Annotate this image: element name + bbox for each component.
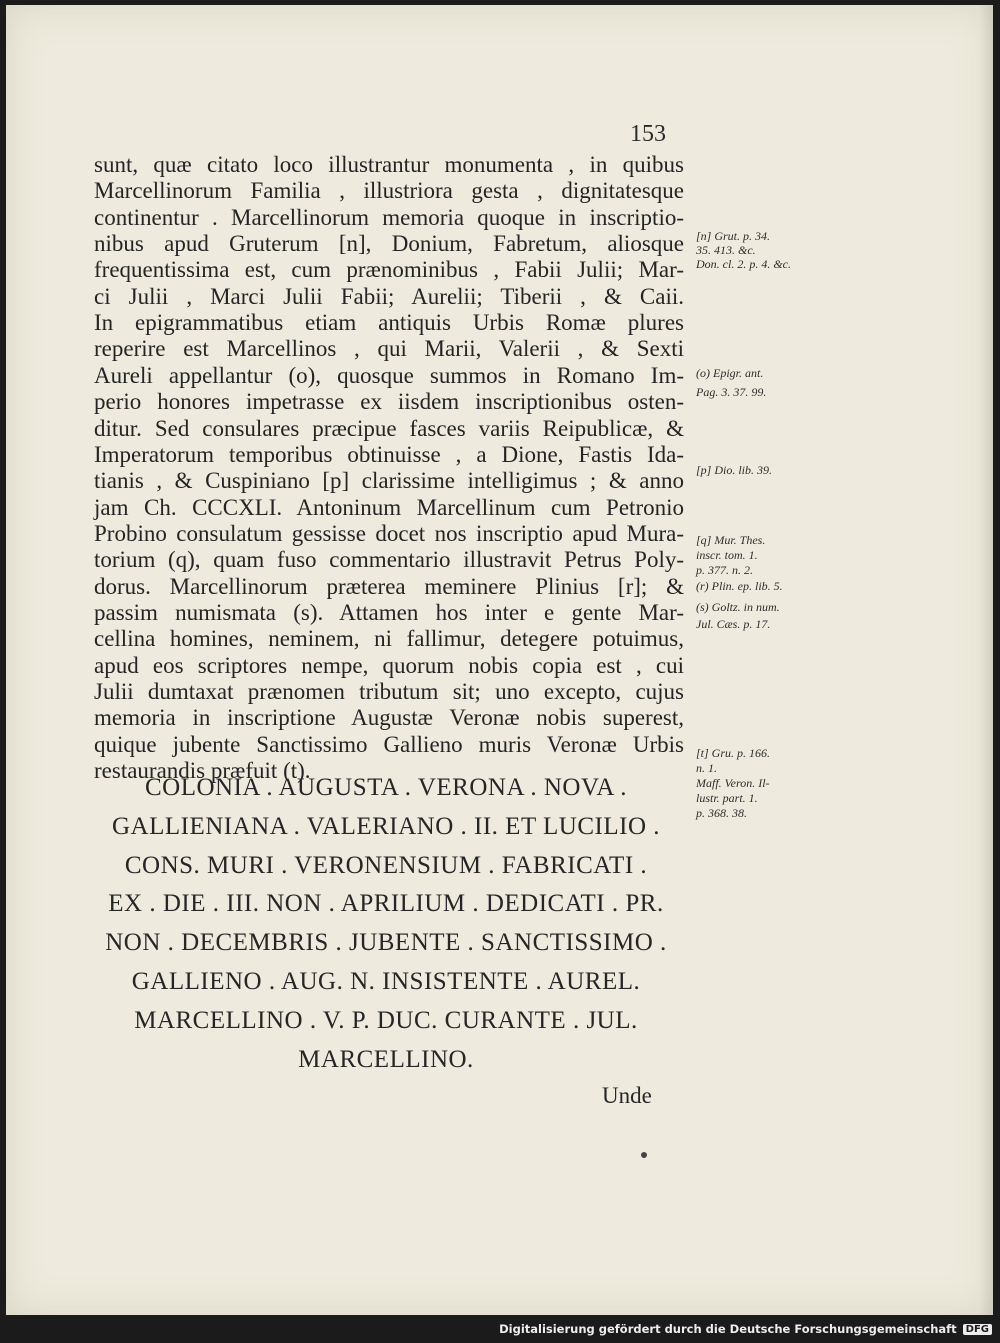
margin-note: Pag. 3. 37. 99.: [696, 385, 767, 399]
margin-note: (s) Goltz. in num.: [696, 600, 780, 614]
margin-note: inscr. tom. 1.: [696, 548, 758, 562]
body-line: perio honores impetrasse ex iisdem inscriptionibus osten-: [94, 389, 684, 415]
digitization-footer: [0, 1315, 1000, 1343]
body-line: passim numismata (s). Attamen hos inter e gente Mar-: [94, 599, 684, 625]
margin-note: (o) Epigr. ant.: [696, 366, 764, 380]
inscription-line: MARCELLINO.: [298, 1045, 474, 1073]
footer-credit: Digitalisierung gefördert durch die Deutsche Forschungsgemeinschaft: [499, 1322, 957, 1336]
margin-note: [p] Dio. lib. 39.: [696, 463, 773, 477]
margin-note: (r) Plin. ep. lib. 5.: [696, 579, 783, 593]
body-line: In epigrammatibus etiam antiquis Urbis Romæ plures: [94, 310, 684, 336]
body-line: Imperatorum temporibus obtinuisse , a Dione, Fastis Ida-: [94, 441, 684, 467]
margin-note: Maff. Veron. Il-: [696, 776, 770, 790]
body-line: Julii dumtaxat prænomen tributum sit; uno excepto, cujus: [94, 679, 684, 704]
body-line: memoria in inscriptione Augustæ Veronæ nobis superest,: [94, 705, 684, 731]
inscription-line: EX . DIE . III. NON . APRILIUM . DEDICATI . PR.: [108, 890, 664, 918]
inscription-line: GALLIENIANA . VALERIANO . II. ET LUCILIO .: [111, 812, 660, 840]
body-line: tianis , & Cuspiniano [p] clarissime intelligimus ; & anno: [94, 468, 684, 494]
body-line: quique jubente Sanctissimo Gallieno muris Veronæ Urbis: [94, 731, 684, 757]
body-line: jam Ch. CCCXLI. Antoninum Marcellinum cum Petronio: [94, 494, 684, 520]
body-line: ditur. Sed consulares præcipue fasces variis Reipublicæ, &: [94, 415, 684, 441]
body-line: Probino consulatum gessisse docet nos inscriptio apud Mura-: [94, 520, 684, 546]
book-page: [6, 5, 993, 1315]
margin-note: Don. cl. 2. p. 4. &c.: [696, 257, 791, 271]
body-line: continentur . Marcellinorum memoria quoque in inscriptio-: [94, 204, 684, 230]
margin-note: lustr. part. 1.: [696, 791, 758, 805]
catchword: Unde: [602, 1083, 652, 1108]
body-line: restaurandis præfuit (t).: [94, 758, 311, 784]
body-line: dorus. Marcellinorum præterea meminere Plinius [r]; &: [94, 573, 684, 599]
inscription-line: CONS. MURI . VERONENSIUM . FABRICATI .: [124, 851, 648, 879]
body-line: frequentissima est, cum prænominibus , Fabii Julii; Mar-: [94, 257, 684, 283]
body-line: apud eos scriptores nempe, quorum nobis copia est , cui: [94, 652, 684, 678]
margin-note: n. 1.: [696, 761, 717, 775]
margin-note: Jul. Cæs. p. 17.: [696, 617, 771, 631]
margin-note: p. 368. 38.: [696, 806, 747, 820]
inscription-line: COLONIA . AUGUSTA . VERONA . NOVA .: [145, 774, 627, 801]
margin-note: [t] Gru. p. 166.: [696, 746, 771, 760]
body-line: reperire est Marcellinos , qui Marii, Valerii , & Sexti: [94, 336, 684, 362]
body-line: nibus apud Gruterum [n], Donium, Fabretum, aliosque: [94, 231, 684, 257]
margin-note: [q] Mur. Thes.: [696, 533, 766, 547]
inscription-line: GALLIENO . AUG. N. INSISTENTE . AUREL.: [131, 968, 641, 995]
inscription-line: NON . DECEMBRIS . JUBENTE . SANCTISSIMO .: [105, 929, 667, 957]
margin-note: [n] Grut. p. 34.: [696, 229, 771, 243]
body-line: Marcellinorum Familia , illustriora gesta , dignitatesque: [94, 178, 684, 204]
dfg-logo: DFG: [963, 1324, 992, 1335]
margin-note: 35. 413. &c.: [696, 243, 756, 257]
body-line: ci Julii , Marci Julii Fabii; Aurelii; Tiberii , & Caii.: [94, 283, 684, 309]
body-line: torium (q), quam fuso commentario illustravit Petrus Poly-: [94, 547, 684, 573]
body-line: Aureli appellantur (o), quosque summos in Romano Im-: [94, 362, 684, 388]
margin-note: p. 377. n. 2.: [696, 563, 753, 577]
body-line: cellina homines, neminem, ni fallimur, detegere potuimus,: [94, 626, 684, 652]
page-number: 153: [630, 121, 666, 147]
inscription-line: MARCELLINO . V. P. DUC. CURANTE . JUL.: [134, 1006, 638, 1034]
body-line: sunt, quæ citato loco illustrantur monumenta , in quibus: [94, 152, 684, 177]
ink-dot: [641, 1152, 647, 1158]
